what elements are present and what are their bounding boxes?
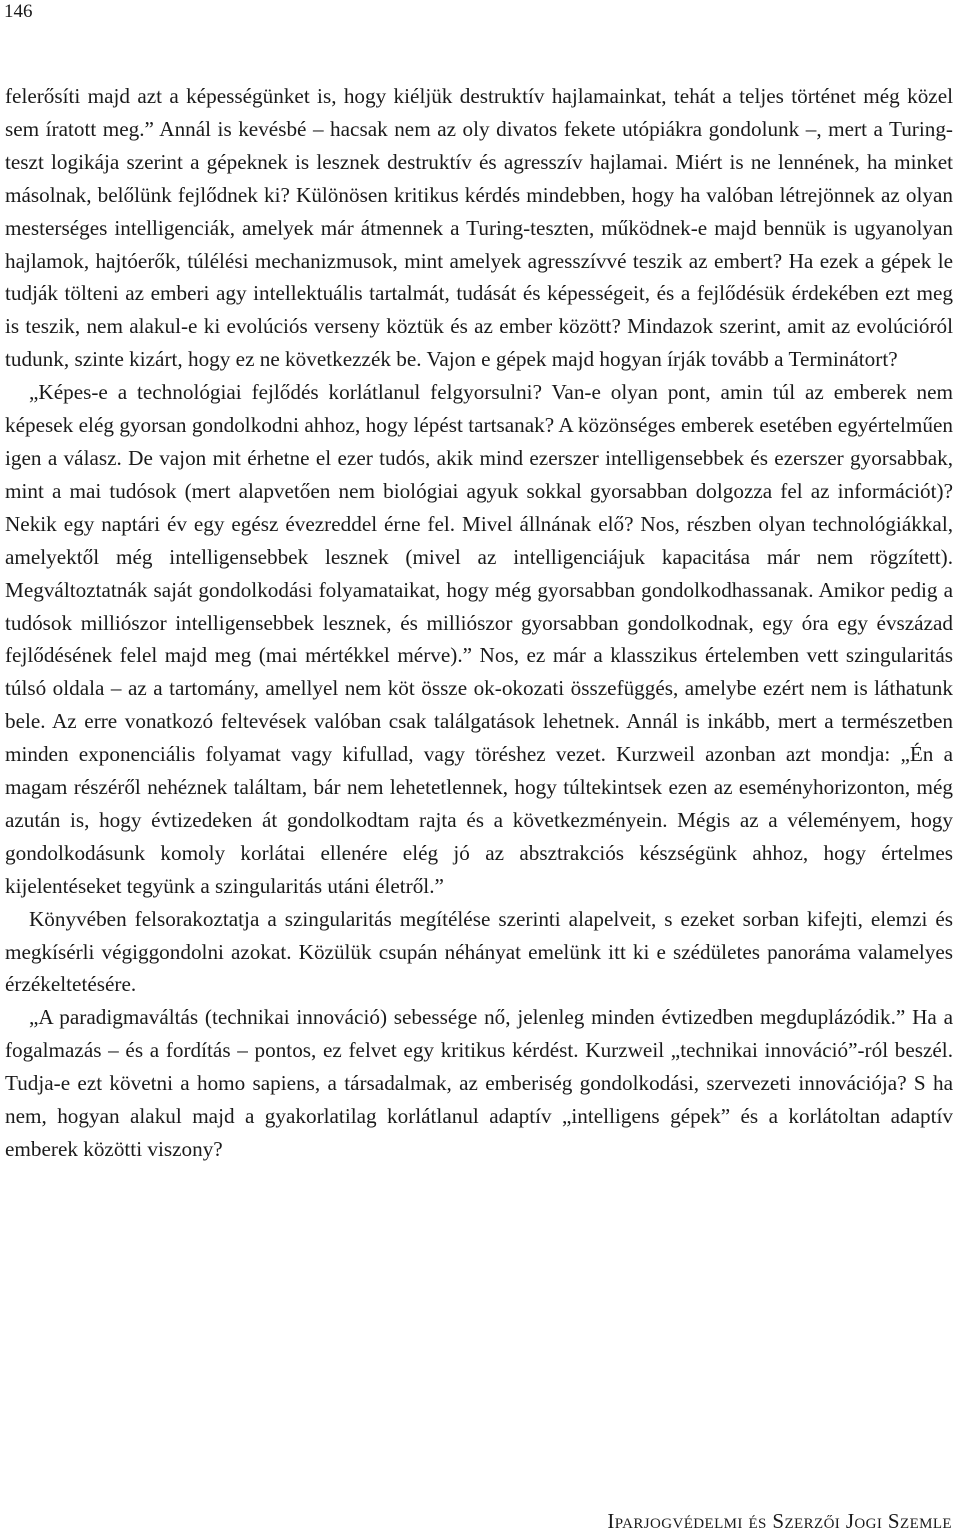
page-number: 146	[4, 1, 33, 22]
paragraph: „Képes-e a technológiai fejlődés korlátlanul felgyorsulni? Van-e olyan pont, amin túl az emberek nem képesek elég gyorsan gondolkodni ahhoz, hogy lépést tartsanak? A közönséges emberek esetében egyértelműen igen a válasz. De vajon mit érhetne el ezer tudós, akik mind ezerszer intelligensebbek és ezerszer gyorsabbak, mint a mai tudósok (mert alapvetően nem biológiai agyuk sokkal gyorsabban dolgozza fel az információt)? Nekik egy naptári év egy egész évezreddel érne fel. Mivel állnának elő? Nos, részben olyan technológiákkal, amelyektől még intelligensebbek lesznek (mivel az intelligenciájuk kapacitása már nem rögzített). Megváltoztatnák saját gondolkodási folyamataikat, hogy még gyorsabban gondolkodhassanak. Amikor pedig a tudósok milliószor intelligensebbek lesznek, és milliószor gyorsabban gondolkodnak, egy óra egy évszázad fejlődésének felel majd meg (mai mértékkel mérve).” Nos, ez már a klasszikus értelemben vett szingularitás túlsó oldala – az a tartomány, amellyel nem köt össze ok-okozati összefüggés, amelybe ezért nem is láthatunk bele. Az erre vonatkozó feltevések valóban csak találgatások lehetnek. Annál is inkább, mert a természetben minden exponenciális folyamat vagy kifullad, vagy töréshez vezet. Kurzweil azonban azt mondja: „Én a magam részéről nehéznek találtam, bár nem lehetetlennek, hogy túltekintsek ezen az eseményhorizonton, még azután is, hogy évtizedeken át gondolkodtam rajta és a következményein. Mégis az a véleményem, hogy gondolkodásunk komoly korlátai ellenére elég jó az absztrakciós készségünk ahhoz, hogy értelmes kijelentéseket tegyünk a szingularitás utáni életről.”	[5, 380, 953, 898]
body-text	[5, 80, 953, 1166]
journal-title-footer: Iparjogvédelmi és Szerzői Jogi Szemle	[607, 1509, 952, 1533]
paragraph: „A paradigmaváltás (technikai innováció) sebessége nő, jelenleg minden évtizedben megduplázódik.” Ha a fogalmazás – és a fordítás – pontos, ez felvet egy kritikus kérdést. Kurzweil „technikai innováció”-ról beszél. Tudja-e ezt követni a homo sapiens, a társadalmak, az emberiség gondolkodási, szervezeti innovációja? S ha nem, hogyan alakul majd a gyakorlatilag korlátlanul adaptív „intelligens gépek” és a korlátoltan adaptív emberek közötti viszony?	[5, 1005, 953, 1161]
paragraph: Könyvében felsorakoztatja a szingularitás megítélése szerinti alapelveit, s ezeket sorban kifejti, elemzi és megkísérli végiggondolni azokat. Közülük csupán néhányat emelünk itt ki e szédületes panoráma valamelyes érzékeltetésére.	[5, 906, 953, 997]
paragraph: felerősíti majd azt a képességünket is, hogy kiéljük destruktív hajlamainkat, tehát a teljes történet még közel sem íratott meg.” Annál is kevésbé – hacsak nem az oly divatos fekete utópiákra gondolunk –, mert a Turing-teszt logikája szerint a gépeknek is lesznek destruktív és agresszív hajlamai. Miért is ne lennének, ha minket másolnak, belőlünk fejlődnek ki? Különösen kritikus kérdés mindebben, hogy ha valóban létrejönnek az olyan mesterséges intelligenciák, amelyek már átmennek a Turing-teszten, működnek-e majd bennük is ugyanolyan hajlamok, hajtóerők, túlélési mechanizmusok, mint amelyek agresszívvé teszik az embert? Ha ezek a gépek le tudják tölteni az emberi agy intellektuális tartalmát, tudását és képességeit, és a fejlődésük érdekében ezt meg is teszik, nem alakul-e ki evolúciós verseny köztük és az ember között? Mindazok szerint, amit az evolúcióról tudunk, szinte kizárt, hogy ez ne következzék be. Vajon e gépek majd hogyan írják tovább a Terminátort?	[5, 84, 953, 372]
